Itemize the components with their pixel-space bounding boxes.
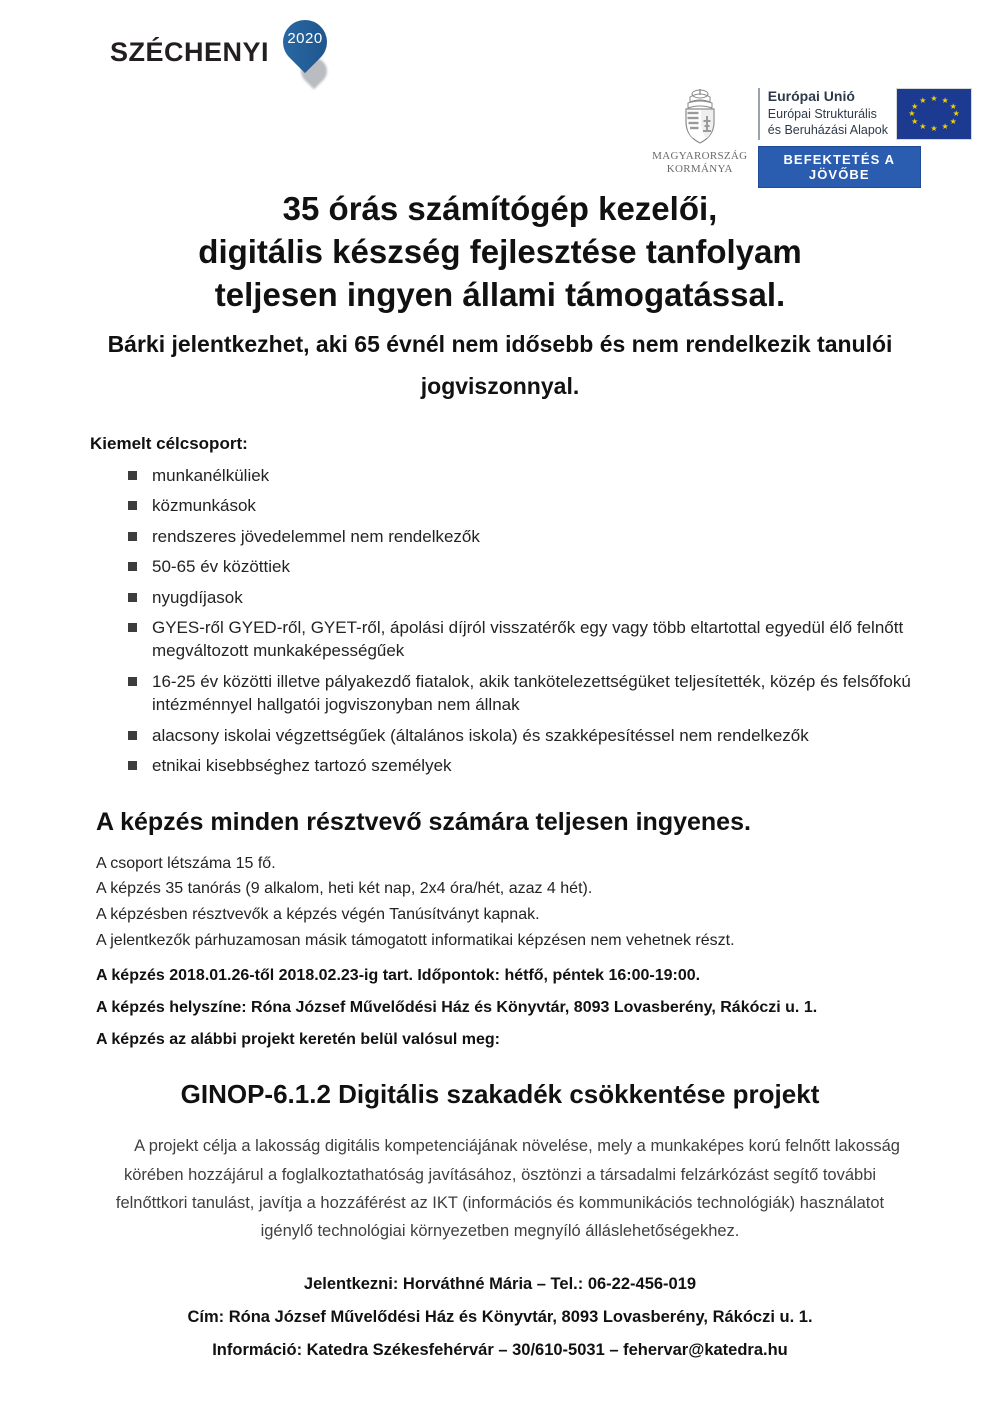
list-item: munkanélküliek: [128, 464, 940, 487]
contact-info: Információ: Katedra Székesfehérvár – 30/610-5031 – fehervar@katedra.hu: [212, 1340, 788, 1359]
eu-star-icon: ★: [911, 116, 919, 126]
title-line-2: digitális készség fejlesztése tanfolyam: [198, 232, 802, 270]
course-detail-line: A jelentkezők párhuzamosan másik támogatott informatikai képzésen nem vehetnek részt.: [96, 931, 735, 949]
hungary-government-logo: [652, 86, 748, 175]
target-group-list: [128, 464, 940, 778]
contact-block: [0, 1268, 1000, 1367]
eu-line-3: és Beruházási Alapok: [767, 122, 888, 137]
title-line-1: 35 órás számítógép kezelői,: [282, 190, 718, 227]
map-pin-icon: [275, 14, 331, 90]
eu-star-icon: ★: [930, 124, 938, 133]
eu-star-icon: ★: [919, 121, 927, 131]
hungary-logo-line1: MAGYARORSZÁG: [652, 150, 748, 162]
list-item: 50-65 év közöttiek: [128, 555, 940, 578]
eu-line-2: Európai Strukturális: [767, 106, 877, 121]
header-logos: [0, 0, 1000, 180]
list-item: nyugdíjasok: [128, 586, 940, 609]
eu-logo-top: [758, 88, 972, 140]
hungary-logo-line2: KORMÁNYA: [666, 162, 733, 175]
course-detail-line: A képzésben résztvevők a képzés végén Tanúsítványt kapnak.: [96, 905, 540, 923]
eu-star-icon: ★: [911, 101, 919, 111]
contact-address: Cím: Róna József Művelődési Ház és Könyvtár, 8093 Lovasberény, Rákóczi u. 1.: [187, 1307, 813, 1326]
project-description: [100, 1132, 900, 1246]
course-framework-note: A képzés az alábbi projekt keretén belül valósul meg:: [96, 1031, 500, 1049]
pin-year-label: 2020: [287, 30, 323, 47]
list-item: etnikai kisebbséghez tartozó személyek: [128, 754, 940, 777]
eu-funding-logo: [652, 86, 972, 188]
eu-star-icon: ★: [919, 96, 927, 105]
eu-star-icon: ★: [949, 116, 957, 126]
eu-star-icon: ★: [949, 101, 957, 111]
project-title: GINOP-6.1.2 Digitális szakadék csökkentése projekt: [180, 1079, 820, 1110]
course-detail-line: A csoport létszáma 15 fő.: [96, 854, 276, 872]
contact-apply: Jelentkezni: Horváthné Mária – Tel.: 06-22-456-019: [303, 1274, 697, 1293]
title-line-3-rest: állami támogatással.: [453, 275, 786, 313]
eu-star-icon: ★: [952, 109, 960, 118]
eu-logo-right: [758, 86, 972, 188]
eu-logo-text: [758, 88, 888, 140]
list-item: alacsony iskolai végzettségűek (általános iskola) és szakképesítéssel nem rendelkezők: [128, 724, 940, 747]
project-description-text: A projekt célja a lakosság digitális kompetenciájának növelése, mely a munkaképes korú felnőtt lakosság körében hozzájárul a foglalkoztathatóság javításához, ösztönzi a társadalmi felzárkózást segítő további felnőttkori tanulást, javítja a hozzáférést az IKT (információs és kommunikációs technológiák) használatot igénylő technológiai környezetben megnyíló álláslehetőségekhez.: [115, 1137, 900, 1241]
list-item: közmunkások: [128, 494, 940, 517]
eu-flag-icon: [896, 88, 972, 140]
course-detail-line: A képzés 35 tanórás (9 alkalom, heti két nap, 2x4 óra/hét, azaz 4 hét).: [96, 880, 593, 898]
list-item: 16-25 év közötti illetve pályakezdő fiatalok, akik tankötelezettségüket teljesítették, közép és felsőfokú intézménnyel hallgatói jogviszonyban nem állnak: [128, 670, 940, 717]
investing-in-future-bar: BEFEKTETÉS A JÖVŐBE: [758, 146, 921, 188]
list-item: GYES-ről GYED-ről, GYET-ről, ápolási díjról visszatérők egy vagy több eltartottal egyedül élő felnőtt megváltozott munkaképességűek: [128, 616, 940, 663]
title-line-3: [0, 274, 1000, 317]
szechenyi-2020-logo: [110, 14, 331, 90]
poster-subtitle: Bárki jelentkezhet, aki 65 évnél nem idősebb és nem rendelkezik tanulói jogviszonnyal.: [107, 330, 893, 400]
hungary-logo-text: [652, 150, 748, 175]
eu-star-icon: ★: [930, 94, 938, 103]
eu-line-1: Európai Unió: [767, 88, 855, 104]
poster-title: [0, 188, 1000, 317]
szechenyi-wordmark: SZÉCHENYI: [110, 36, 270, 67]
course-details: [96, 851, 1000, 953]
eu-star-icon: ★: [941, 96, 949, 105]
list-item: rendszeres jövedelemmel nem rendelkezők: [128, 525, 940, 548]
course-schedule: A képzés 2018.01.26-től 2018.02.23-ig tart. Időpontok: hétfő, péntek 16:00-19:00.: [96, 967, 701, 985]
hungary-coat-of-arms-icon: [677, 86, 723, 148]
free-course-heading: A képzés minden résztvevő számára teljesen ingyenes.: [96, 807, 751, 836]
title-line-3-strong: teljesen ingyen: [214, 275, 454, 313]
eu-star-icon: ★: [908, 109, 916, 118]
target-group-label: Kiemelt célcsoport:: [90, 433, 248, 453]
eu-star-icon: ★: [941, 121, 949, 131]
course-venue: A képzés helyszíne: Róna József Művelődési Ház és Könyvtár, 8093 Lovasberény, Rákóczi u. 1.: [96, 999, 818, 1017]
